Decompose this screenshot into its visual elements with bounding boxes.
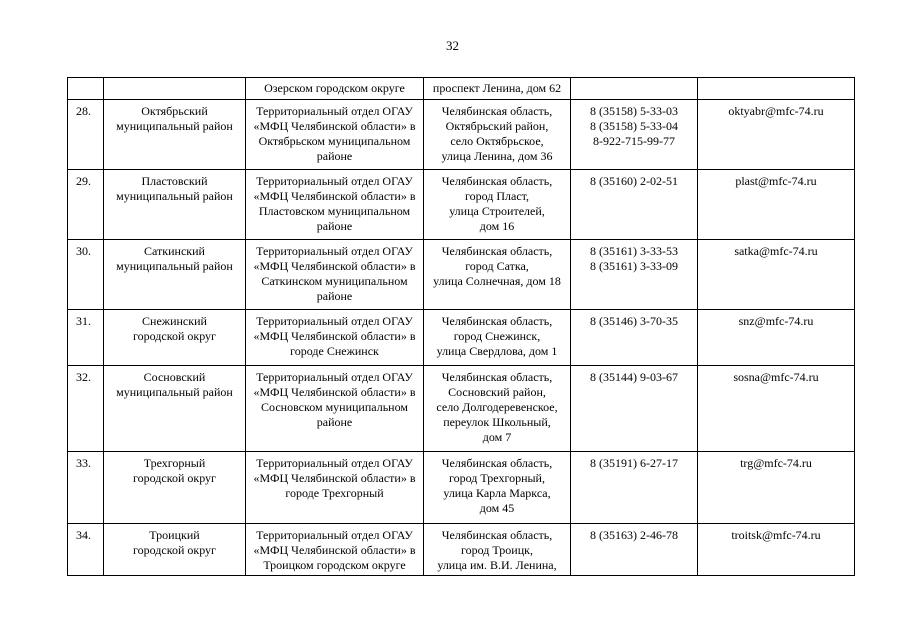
department-cell: Территориальный отдел ОГАУ «МФЦ Челябинской области» в городе Трехгорный <box>246 452 424 524</box>
row-number-cell <box>68 78 104 100</box>
municipality-cell: Троицкий городской округ <box>104 524 246 576</box>
department-cell: Территориальный отдел ОГАУ «МФЦ Челябинской области» в городе Снежинск <box>246 310 424 366</box>
address-cell: Челябинская область, город Снежинск, улица Свердлова, дом 1 <box>424 310 571 366</box>
table-row <box>68 452 855 524</box>
email-cell: sosna@mfc-74.ru <box>698 366 855 452</box>
address-cell: проспект Ленина, дом 62 <box>424 78 571 100</box>
department-cell: Территориальный отдел ОГАУ «МФЦ Челябинской области» в Сосновском муниципальном районе <box>246 366 424 452</box>
row-number-cell: 32. <box>68 366 104 452</box>
address-cell: Челябинская область, Октябрьский район, село Октябрьское, улица Ленина, дом 36 <box>424 100 571 170</box>
department-cell: Территориальный отдел ОГАУ «МФЦ Челябинской области» в Октябрьском муниципальном районе <box>246 100 424 170</box>
department-cell: Озерском городском округе <box>246 78 424 100</box>
municipality-cell <box>104 78 246 100</box>
phone-cell: 8 (35146) 3-70-35 <box>571 310 698 366</box>
department-cell: Территориальный отдел ОГАУ «МФЦ Челябинской области» в Саткинском муниципальном районе <box>246 240 424 310</box>
phone-cell: 8 (35160) 2-02-51 <box>571 170 698 240</box>
address-cell: Челябинская область, город Троицк, улица им. В.И. Ленина, <box>424 524 571 576</box>
phone-cell: 8 (35144) 9-03-67 <box>571 366 698 452</box>
row-number-cell: 28. <box>68 100 104 170</box>
address-cell: Челябинская область, город Трехгорный, улица Карла Маркса, дом 45 <box>424 452 571 524</box>
table-row-continuation <box>68 78 855 100</box>
email-cell: snz@mfc-74.ru <box>698 310 855 366</box>
row-number-cell: 33. <box>68 452 104 524</box>
address-cell: Челябинская область, город Сатка, улица Солнечная, дом 18 <box>424 240 571 310</box>
table-row <box>68 310 855 366</box>
phone-cell: 8 (35161) 3-33-53 8 (35161) 3-33-09 <box>571 240 698 310</box>
email-cell: oktyabr@mfc-74.ru <box>698 100 855 170</box>
email-cell: trg@mfc-74.ru <box>698 452 855 524</box>
department-cell: Территориальный отдел ОГАУ «МФЦ Челябинской области» в Троицком городском округе <box>246 524 424 576</box>
table-row <box>68 240 855 310</box>
table-row <box>68 524 855 576</box>
table-row <box>68 100 855 170</box>
email-cell: plast@mfc-74.ru <box>698 170 855 240</box>
municipality-cell: Октябрьский муниципальный район <box>104 100 246 170</box>
row-number-cell: 31. <box>68 310 104 366</box>
email-cell: satka@mfc-74.ru <box>698 240 855 310</box>
municipality-cell: Пластовский муниципальный район <box>104 170 246 240</box>
municipality-cell: Саткинский муниципальный район <box>104 240 246 310</box>
row-number-cell: 30. <box>68 240 104 310</box>
municipality-cell: Сосновский муниципальный район <box>104 366 246 452</box>
table-row <box>68 170 855 240</box>
address-cell: Челябинская область, город Пласт, улица Строителей, дом 16 <box>424 170 571 240</box>
municipality-cell: Трехгорный городской округ <box>104 452 246 524</box>
phone-cell: 8 (35158) 5-33-03 8 (35158) 5-33-04 8-922-715-99-77 <box>571 100 698 170</box>
page-number: 32 <box>446 38 459 53</box>
address-cell: Челябинская область, Сосновский район, село Долгодеревенское, переулок Школьный, дом 7 <box>424 366 571 452</box>
mfc-offices-table <box>67 77 855 576</box>
municipality-cell: Снежинский городской округ <box>104 310 246 366</box>
department-cell: Территориальный отдел ОГАУ «МФЦ Челябинской области» в Пластовском муниципальном районе <box>246 170 424 240</box>
phone-cell: 8 (35163) 2-46-78 <box>571 524 698 576</box>
email-cell <box>698 78 855 100</box>
row-number-cell: 34. <box>68 524 104 576</box>
row-number-cell: 29. <box>68 170 104 240</box>
phone-cell: 8 (35191) 6-27-17 <box>571 452 698 524</box>
table-row <box>68 366 855 452</box>
phone-cell <box>571 78 698 100</box>
email-cell: troitsk@mfc-74.ru <box>698 524 855 576</box>
